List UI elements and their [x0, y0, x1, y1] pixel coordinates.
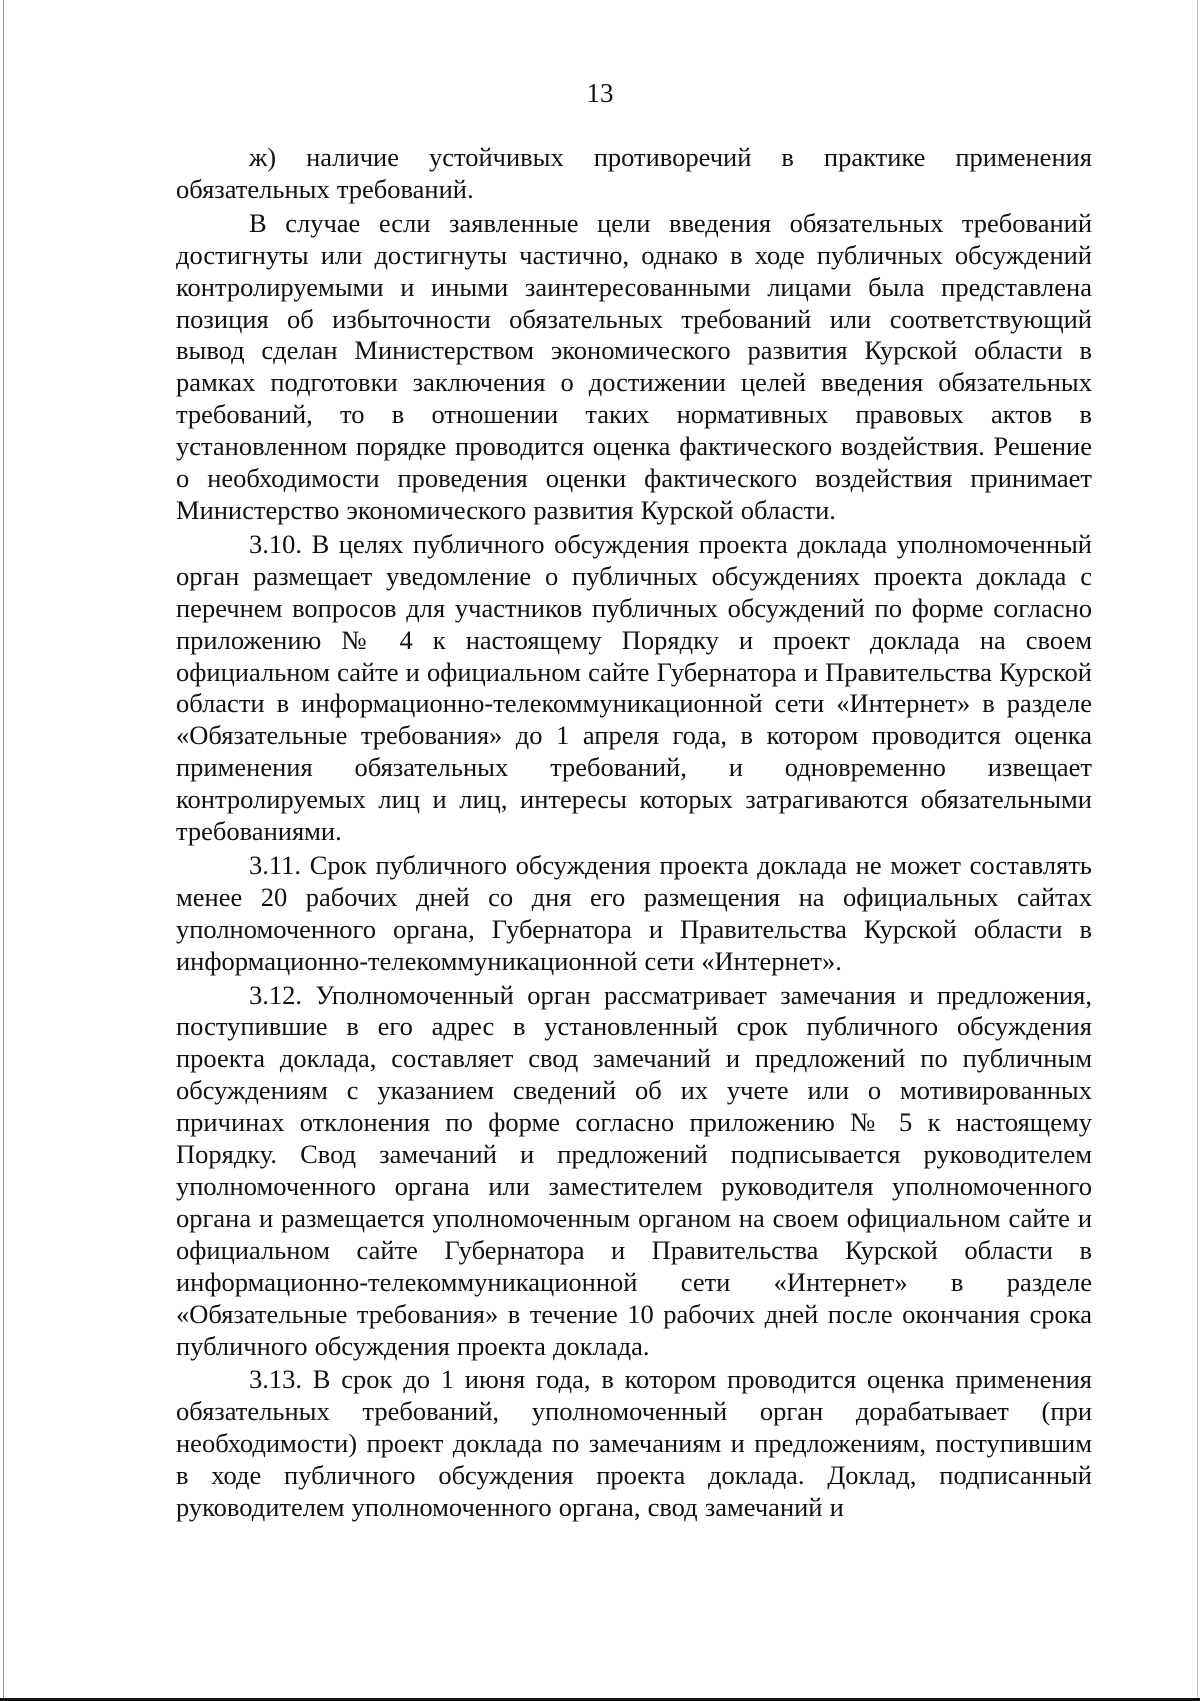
page-number: 13	[586, 78, 614, 108]
paragraph-fact-impact: В случае если заявленные цели введения обязательных требований достигнуты или достигнуты частично, однако в ходе публичных обсуждений контролируемыми и иными заинтересованными лицами была представлена позиция об избыточности обязательных требований или соответствующий вывод сделан Министерством экономического развития Курской области в рамках подготовки заключения о достижении целей введения обязательных требований, то в отношении таких нормативных правовых актов в установленном порядке проводится оценка фактического воздействия. Решение о необходимости проведения оценки фактического воздействия принимает Министерство экономического развития Курской области.	[176, 207, 1092, 525]
paragraph-item-zh: ж) наличие устойчивых противоречий в практике применения обязательных требований.	[176, 142, 1092, 204]
document-body	[176, 142, 1092, 1524]
paragraph-3-11: 3.11. Срок публичного обсуждения проекта доклада не может составлять менее 20 рабочих дней со дня его размещения на официальных сайтах уполномоченного органа, Губернатора и Правительства Курской области в информационно-телекоммуникационной сети «Интернет».	[176, 849, 1092, 976]
paragraph-3-10: 3.10. В целях публичного обсуждения проекта доклада уполномоченный орган размещает уведомление о публичных обсуждениях проекта доклада с перечнем вопросов для участников публичных обсуждений по форме согласно приложению № 4 к настоящему Порядку и проект доклада на своем официальном сайте и официальном сайте Губернатора и Правительства Курской области в информационно-телекоммуникационной сети «Интернет» в разделе «Обязательные требования» до 1 апреля года, в котором проводится оценка применения обязательных требований, и одновременно извещает контролируемых лиц и лиц, интересы которых затрагиваются обязательными требованиями.	[176, 528, 1092, 847]
scan-edge-left	[3, 0, 4, 1701]
paragraph-3-13: 3.13. В срок до 1 июня года, в котором проводится оценка применения обязательных требований, уполномоченный орган дорабатывает (при необходимости) проект доклада по замечаниям и предложениям, поступившим в ходе публичного обсуждения проекта доклада. Доклад, подписанный руководителем уполномоченного органа, свод замечаний и	[176, 1364, 1092, 1523]
paragraph-3-12: 3.12. Уполномоченный орган рассматривает замечания и предложения, поступившие в его адрес в установленный срок публичного обсуждения проекта доклада, составляет свод замечаний и предложений по публичным обсуждениям с указанием сведений об их учете или о мотивированных причинах отклонения по форме согласно приложению № 5 к настоящему Порядку. Свод замечаний и предложений подписывается руководителем уполномоченного органа или заместителем руководителя уполномоченного органа и размещается уполномоченным органом на своем официальном сайте и официальном сайте Губернатора и Правительства Курской области в информационно-телекоммуникационной сети «Интернет» в разделе «Обязательные требования» в течение 10 рабочих дней после окончания срока публичного обсуждения проекта доклада.	[176, 979, 1092, 1361]
scan-edge-right	[1197, 0, 1198, 1701]
